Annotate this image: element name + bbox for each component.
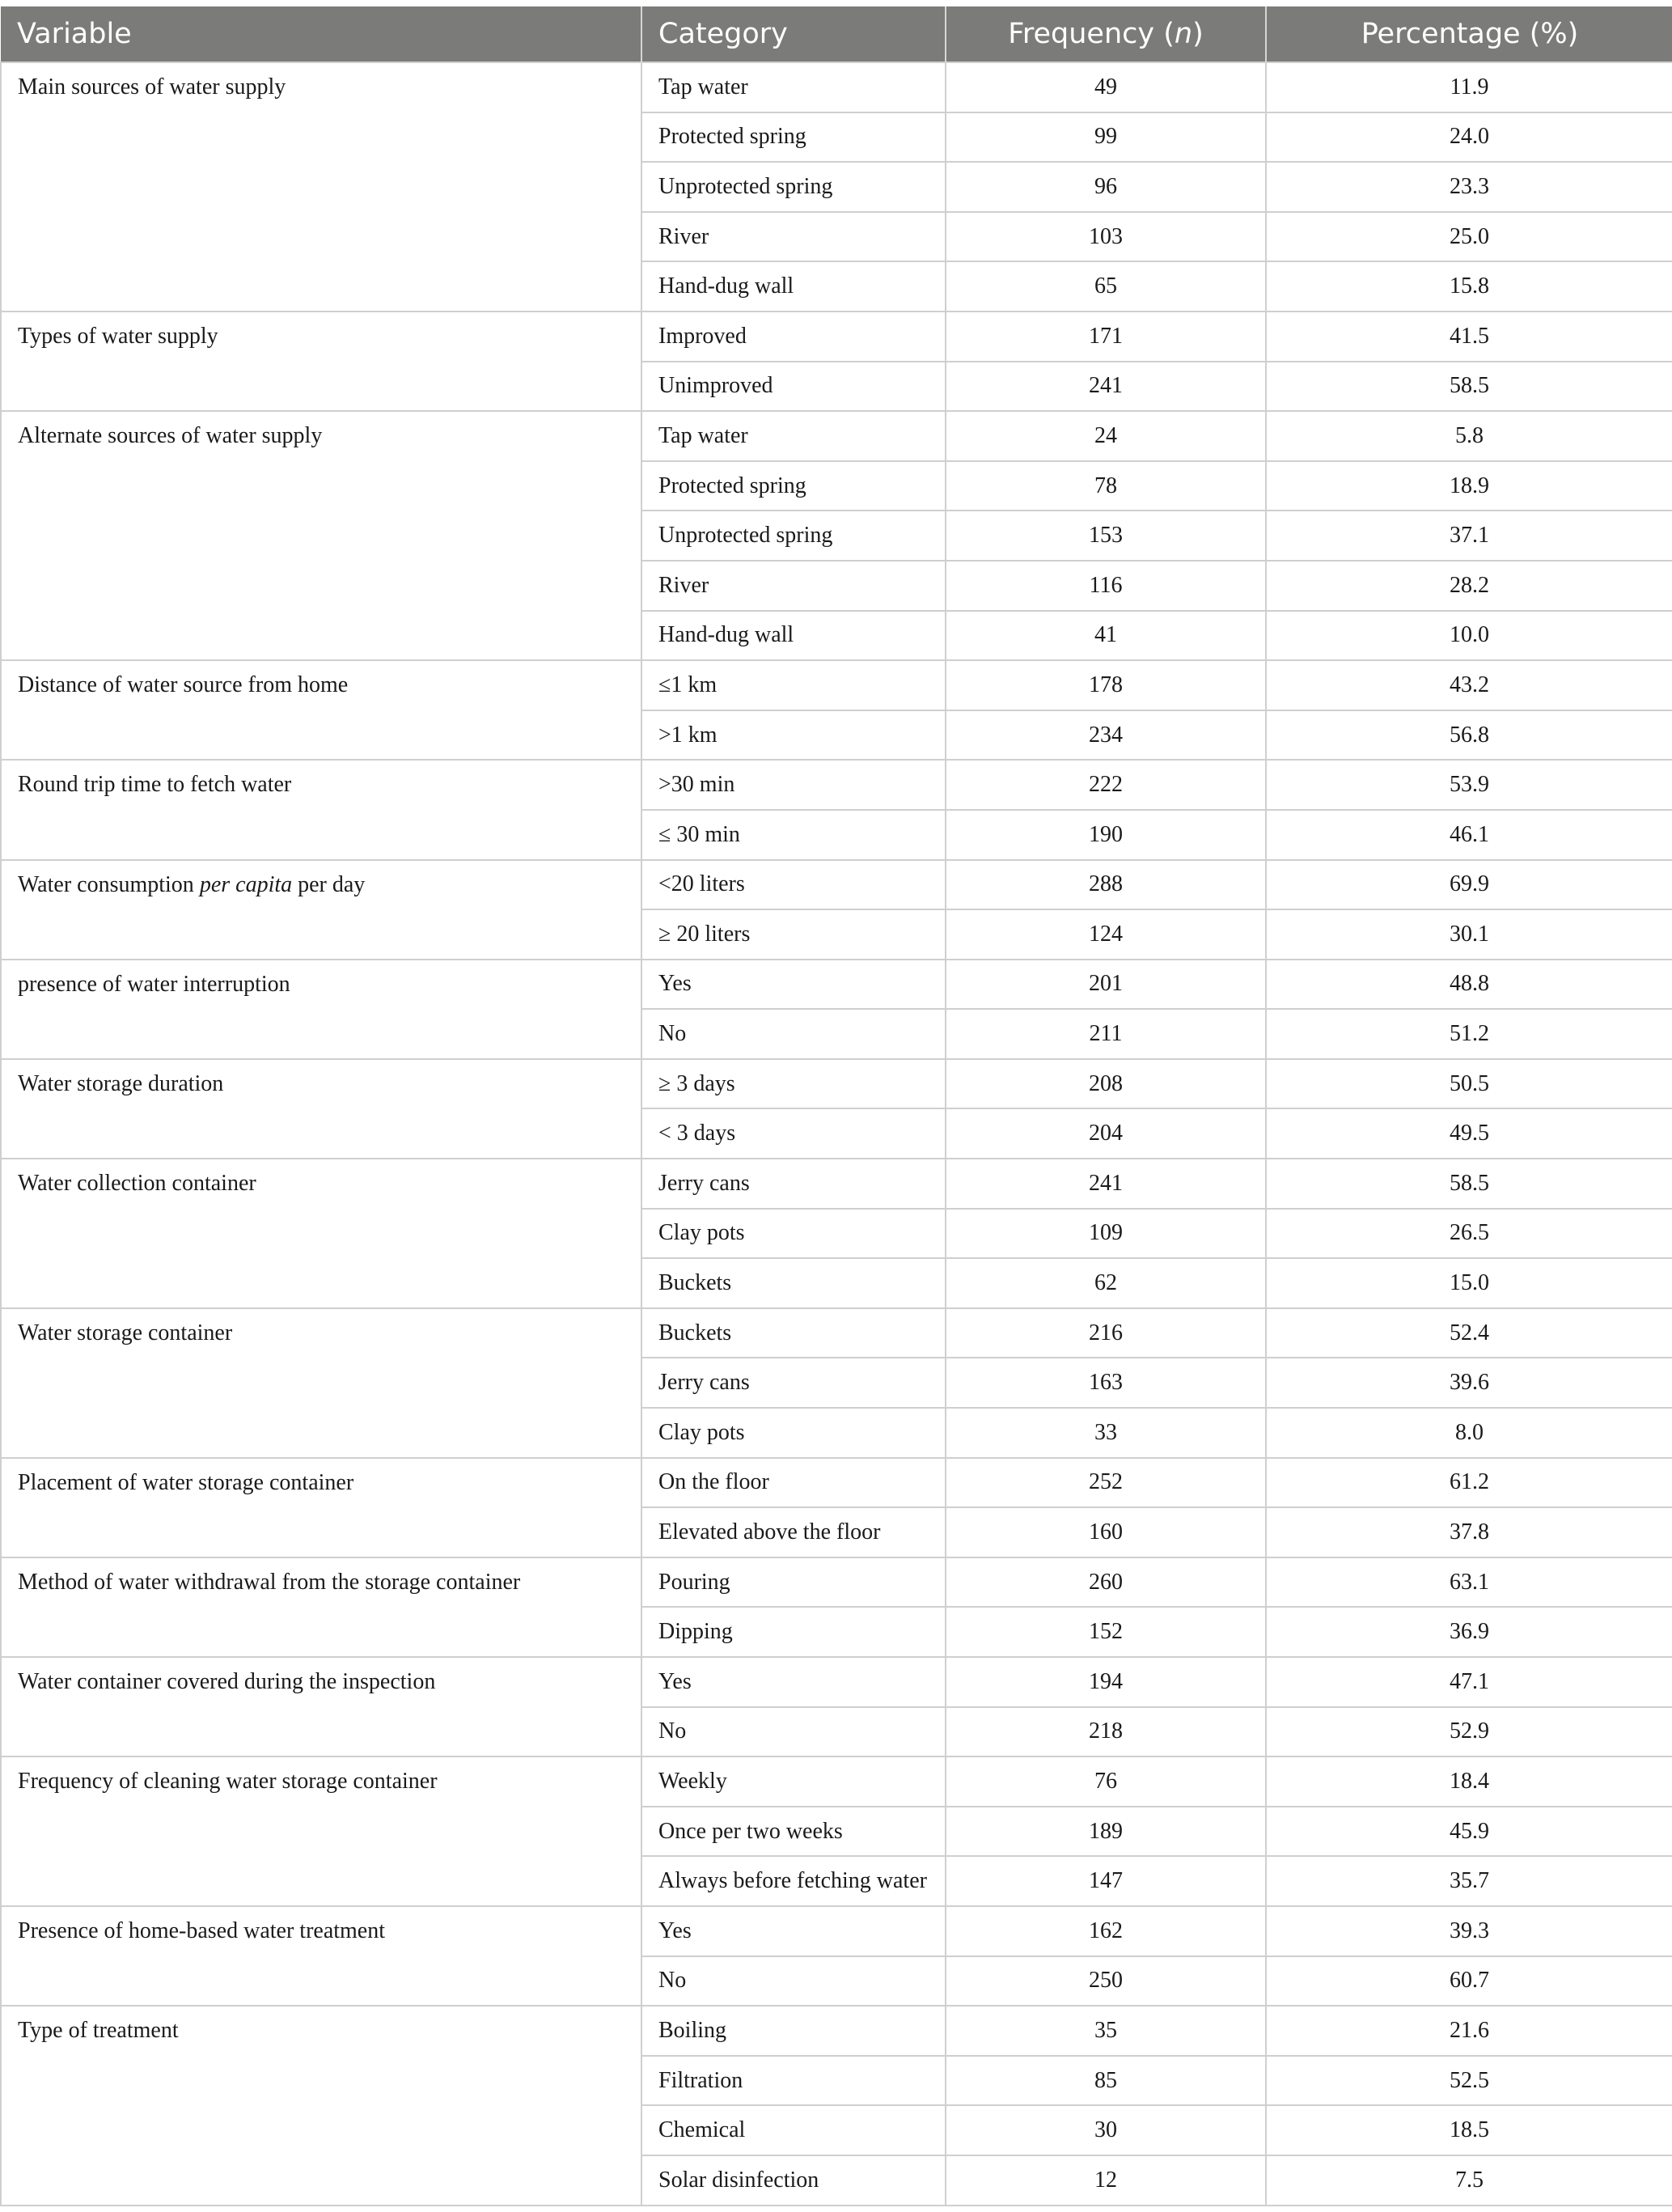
frequency-cell: 41: [946, 611, 1266, 661]
frequency-cell: 62: [946, 1258, 1266, 1308]
variable-label: presence of water interruption: [18, 971, 290, 997]
frequency-cell: 190: [946, 810, 1266, 860]
frequency-cell: 99: [946, 112, 1266, 163]
table-row: [1, 1657, 1672, 1707]
variable-label: Water consumption: [18, 871, 200, 897]
header-variable: Variable: [1, 6, 641, 62]
percentage-cell: 49.5: [1266, 1108, 1672, 1159]
category-cell: Yes: [641, 1657, 946, 1707]
variable-label-italic: per capita: [199, 871, 293, 897]
frequency-cell: 204: [946, 1108, 1266, 1159]
table-row: [1, 860, 1672, 910]
variable-label: Types of water supply: [18, 323, 218, 349]
category-cell: <20 liters: [641, 860, 946, 910]
frequency-cell: 241: [946, 362, 1266, 412]
variable-label: Alternate sources of water supply: [18, 423, 323, 449]
percentage-cell: 63.1: [1266, 1557, 1672, 1608]
percentage-cell: 56.8: [1266, 710, 1672, 761]
category-cell: Dipping: [641, 1607, 946, 1657]
category-cell: Solar disinfection: [641, 2155, 946, 2206]
percentage-cell: 15.8: [1266, 261, 1672, 311]
category-cell: Protected spring: [641, 112, 946, 163]
frequency-cell: 85: [946, 2056, 1266, 2106]
variable-cell: [1, 62, 641, 311]
header-percentage: Percentage (%): [1266, 6, 1672, 62]
variable-cell: [1, 1756, 641, 1906]
category-cell: Unprotected spring: [641, 162, 946, 212]
percentage-cell: 7.5: [1266, 2155, 1672, 2206]
table-row: [1, 960, 1672, 1010]
category-cell: Boiling: [641, 2006, 946, 2056]
variable-label: Main sources of water supply: [18, 74, 286, 100]
frequency-cell: 152: [946, 1607, 1266, 1657]
category-cell: Hand-dug wall: [641, 611, 946, 661]
frequency-cell: 250: [946, 1956, 1266, 2006]
category-cell: >30 min: [641, 760, 946, 810]
frequency-cell: 211: [946, 1009, 1266, 1059]
percentage-cell: 18.4: [1266, 1756, 1672, 1807]
table-row: [1, 2006, 1672, 2056]
variable-label: Water storage duration: [18, 1070, 224, 1096]
category-cell: Hand-dug wall: [641, 261, 946, 311]
percentage-cell: 47.1: [1266, 1657, 1672, 1707]
percentage-cell: 46.1: [1266, 810, 1672, 860]
frequency-cell: 160: [946, 1507, 1266, 1557]
category-cell: Tap water: [641, 62, 946, 112]
category-cell: Buckets: [641, 1308, 946, 1358]
percentage-cell: 24.0: [1266, 112, 1672, 163]
variable-cell: [1, 311, 641, 411]
variable-label: Type of treatment: [18, 2018, 179, 2044]
category-cell: River: [641, 561, 946, 611]
frequency-cell: 216: [946, 1308, 1266, 1358]
variable-label: Water collection container: [18, 1171, 256, 1197]
category-cell: No: [641, 1707, 946, 1757]
data-table-container: [0, 6, 1672, 2206]
variable-cell: [1, 860, 641, 960]
variable-cell: [1, 1308, 641, 1458]
percentage-cell: 43.2: [1266, 660, 1672, 710]
header-frequency-n: n: [1174, 18, 1193, 50]
category-cell: Tap water: [641, 411, 946, 461]
percentage-cell: 53.9: [1266, 760, 1672, 810]
variable-label: Presence of home-based water treatment: [18, 1917, 386, 1943]
category-cell: River: [641, 212, 946, 262]
percentage-cell: 36.9: [1266, 1607, 1672, 1657]
header-category: Category: [641, 6, 946, 62]
table-row: [1, 311, 1672, 362]
table-header: [1, 6, 1672, 62]
category-cell: No: [641, 1956, 946, 2006]
variable-cell: [1, 1458, 641, 1557]
variable-cell: [1, 2006, 641, 2205]
percentage-cell: 18.9: [1266, 461, 1672, 511]
percentage-cell: 5.8: [1266, 411, 1672, 461]
frequency-cell: 234: [946, 710, 1266, 761]
percentage-cell: 37.1: [1266, 511, 1672, 561]
water-supply-table: [0, 6, 1672, 2206]
category-cell: Pouring: [641, 1557, 946, 1608]
percentage-cell: 21.6: [1266, 2006, 1672, 2056]
frequency-cell: 76: [946, 1756, 1266, 1807]
category-cell: Weekly: [641, 1756, 946, 1807]
category-cell: < 3 days: [641, 1108, 946, 1159]
percentage-cell: 11.9: [1266, 62, 1672, 112]
frequency-cell: 171: [946, 311, 1266, 362]
frequency-cell: 222: [946, 760, 1266, 810]
category-cell: ≤1 km: [641, 660, 946, 710]
variable-cell: [1, 1657, 641, 1756]
variable-cell: [1, 1159, 641, 1308]
frequency-cell: 218: [946, 1707, 1266, 1757]
percentage-cell: 45.9: [1266, 1807, 1672, 1857]
category-cell: Improved: [641, 311, 946, 362]
frequency-cell: 49: [946, 62, 1266, 112]
category-cell: Elevated above the floor: [641, 1507, 946, 1557]
variable-label-end: per day: [292, 871, 366, 897]
frequency-cell: 260: [946, 1557, 1266, 1608]
table-row: [1, 1906, 1672, 1956]
category-cell: ≥ 3 days: [641, 1059, 946, 1109]
percentage-cell: 58.5: [1266, 362, 1672, 412]
category-cell: Yes: [641, 960, 946, 1010]
frequency-cell: 103: [946, 212, 1266, 262]
frequency-cell: 147: [946, 1856, 1266, 1906]
frequency-cell: 252: [946, 1458, 1266, 1508]
variable-cell: [1, 1906, 641, 2006]
header-frequency-label: Frequency (: [1008, 18, 1175, 50]
table-row: [1, 1458, 1672, 1508]
percentage-cell: 50.5: [1266, 1059, 1672, 1109]
header-frequency: [946, 6, 1266, 62]
table-row: [1, 1308, 1672, 1358]
percentage-cell: 15.0: [1266, 1258, 1672, 1308]
category-cell: Protected spring: [641, 461, 946, 511]
frequency-cell: 35: [946, 2006, 1266, 2056]
percentage-cell: 52.5: [1266, 2056, 1672, 2106]
variable-label: Placement of water storage container: [18, 1469, 354, 1495]
variable-cell: [1, 1059, 641, 1159]
percentage-cell: 52.4: [1266, 1308, 1672, 1358]
category-cell: Always before fetching water: [641, 1856, 946, 1906]
frequency-cell: 33: [946, 1408, 1266, 1458]
category-cell: On the floor: [641, 1458, 946, 1508]
category-cell: Jerry cans: [641, 1159, 946, 1209]
frequency-cell: 30: [946, 2105, 1266, 2155]
frequency-cell: 109: [946, 1209, 1266, 1259]
frequency-cell: 124: [946, 909, 1266, 960]
table-row: [1, 760, 1672, 810]
frequency-cell: 163: [946, 1358, 1266, 1408]
variable-label: Round trip time to fetch water: [18, 772, 292, 798]
table-row: [1, 1756, 1672, 1807]
table-row: [1, 660, 1672, 710]
variable-label: Method of water withdrawal from the storage container: [18, 1569, 521, 1595]
header-frequency-close: ): [1192, 18, 1204, 50]
category-cell: Yes: [641, 1906, 946, 1956]
percentage-cell: 51.2: [1266, 1009, 1672, 1059]
percentage-cell: 10.0: [1266, 611, 1672, 661]
frequency-cell: 162: [946, 1906, 1266, 1956]
category-cell: Clay pots: [641, 1408, 946, 1458]
percentage-cell: 37.8: [1266, 1507, 1672, 1557]
frequency-cell: 116: [946, 561, 1266, 611]
frequency-cell: 189: [946, 1807, 1266, 1857]
category-cell: Unimproved: [641, 362, 946, 412]
frequency-cell: 241: [946, 1159, 1266, 1209]
percentage-cell: 35.7: [1266, 1856, 1672, 1906]
percentage-cell: 52.9: [1266, 1707, 1672, 1757]
table-row: [1, 1159, 1672, 1209]
frequency-cell: 65: [946, 261, 1266, 311]
percentage-cell: 30.1: [1266, 909, 1672, 960]
variable-cell: [1, 960, 641, 1059]
variable-label: Frequency of cleaning water storage container: [18, 1769, 438, 1795]
percentage-cell: 48.8: [1266, 960, 1672, 1010]
variable-label: Water storage container: [18, 1320, 233, 1345]
category-cell: >1 km: [641, 710, 946, 761]
table-row: [1, 62, 1672, 112]
frequency-cell: 201: [946, 960, 1266, 1010]
frequency-cell: 78: [946, 461, 1266, 511]
category-cell: Clay pots: [641, 1209, 946, 1259]
header-row: [1, 6, 1672, 62]
percentage-cell: 39.3: [1266, 1906, 1672, 1956]
percentage-cell: 25.0: [1266, 212, 1672, 262]
category-cell: No: [641, 1009, 946, 1059]
percentage-cell: 39.6: [1266, 1358, 1672, 1408]
category-cell: ≤ 30 min: [641, 810, 946, 860]
category-cell: Unprotected spring: [641, 511, 946, 561]
frequency-cell: 24: [946, 411, 1266, 461]
table-row: [1, 1557, 1672, 1608]
category-cell: ≥ 20 liters: [641, 909, 946, 960]
table-body: [1, 62, 1672, 2206]
percentage-cell: 23.3: [1266, 162, 1672, 212]
variable-cell: [1, 1557, 641, 1657]
frequency-cell: 153: [946, 511, 1266, 561]
table-row: [1, 1059, 1672, 1109]
percentage-cell: 26.5: [1266, 1209, 1672, 1259]
variable-cell: [1, 660, 641, 760]
category-cell: Filtration: [641, 2056, 946, 2106]
frequency-cell: 288: [946, 860, 1266, 910]
category-cell: Buckets: [641, 1258, 946, 1308]
frequency-cell: 96: [946, 162, 1266, 212]
percentage-cell: 61.2: [1266, 1458, 1672, 1508]
percentage-cell: 8.0: [1266, 1408, 1672, 1458]
variable-cell: [1, 411, 641, 660]
variable-cell: [1, 760, 641, 859]
percentage-cell: 18.5: [1266, 2105, 1672, 2155]
frequency-cell: 12: [946, 2155, 1266, 2206]
percentage-cell: 41.5: [1266, 311, 1672, 362]
frequency-cell: 208: [946, 1059, 1266, 1109]
percentage-cell: 28.2: [1266, 561, 1672, 611]
variable-label: Distance of water source from home: [18, 672, 349, 698]
frequency-cell: 194: [946, 1657, 1266, 1707]
percentage-cell: 69.9: [1266, 860, 1672, 910]
category-cell: Chemical: [641, 2105, 946, 2155]
table-row: [1, 411, 1672, 461]
percentage-cell: 60.7: [1266, 1956, 1672, 2006]
category-cell: Jerry cans: [641, 1358, 946, 1408]
variable-label: Water container covered during the inspection: [18, 1669, 436, 1694]
category-cell: Once per two weeks: [641, 1807, 946, 1857]
percentage-cell: 58.5: [1266, 1159, 1672, 1209]
frequency-cell: 178: [946, 660, 1266, 710]
